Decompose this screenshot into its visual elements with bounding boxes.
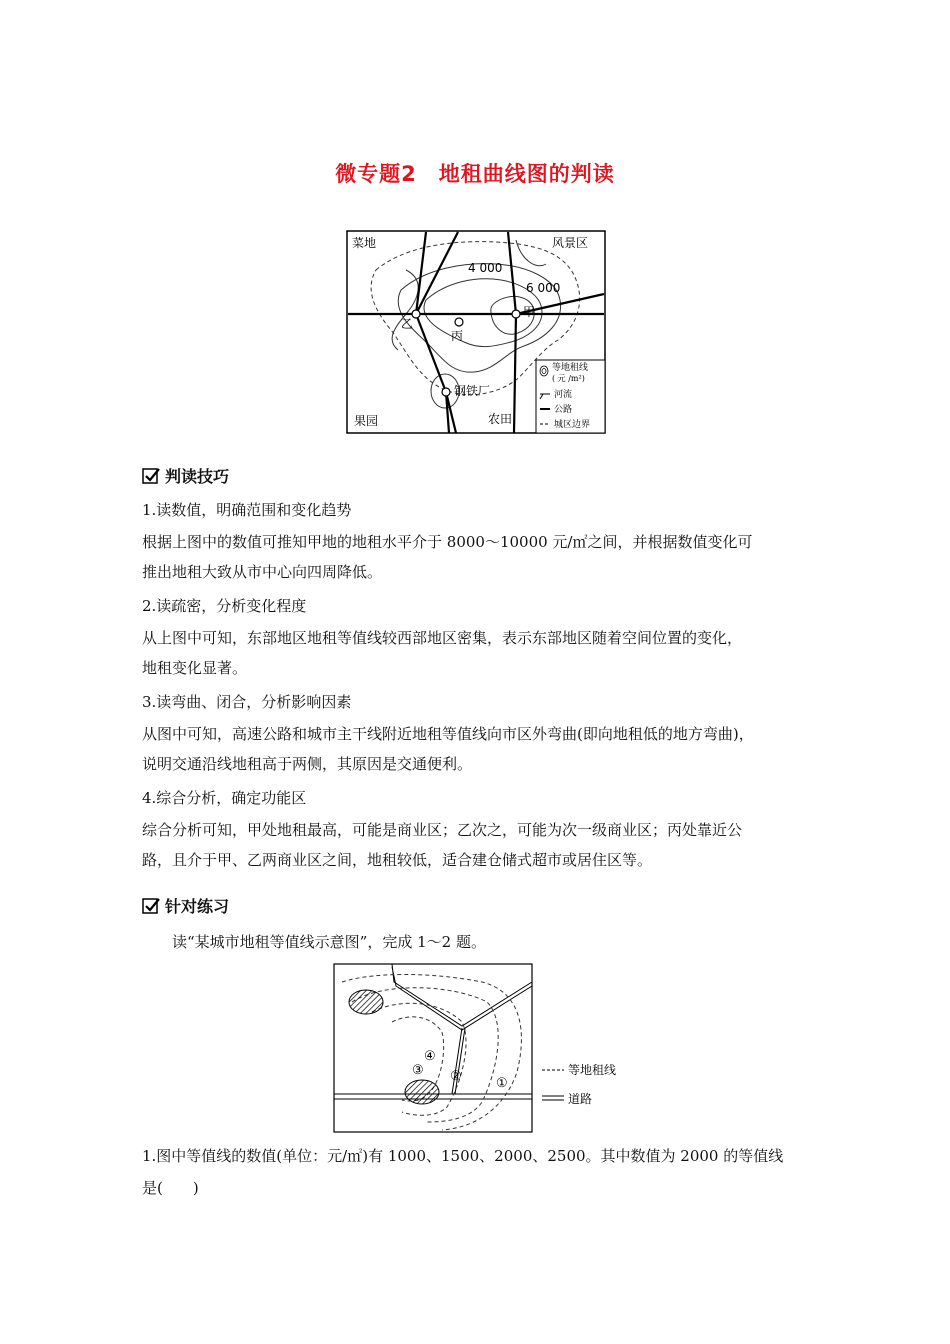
text-line: 路，且介于甲、乙两商业区之间，地租较低，适合建仓储式超市或居住区等。 [142,851,653,869]
legend-contour: 等地租线 [552,363,589,373]
text-line: 地租变化显著。 [142,659,248,677]
section-heading-practice [142,894,229,917]
marker-2: ② [450,1069,462,1084]
text-line: 根据上图中的数值可推知甲地的地租水平介于 8000～10000 元/㎡之间，并根据数值变化可 [142,533,753,551]
section-heading-techniques [142,464,229,487]
land-rent-contour-map [346,230,606,434]
marker-4: ④ [424,1049,436,1064]
checkbox-icon [142,897,160,915]
legend2-contour: 等地租线 [568,1063,617,1077]
legend-road: 公路 [554,405,573,415]
label-orchard: 果园 [354,414,379,428]
question-1-line2: 是( ) [142,1179,199,1197]
text-line: 从图中可知，高速公路和城市主干线附近地租等值线向市区外弯曲(即向地租低的地方弯曲)， [142,725,754,743]
label-bing: 丙 [451,329,464,343]
marker-1: ① [496,1076,508,1091]
legend-river: 河流 [554,390,573,400]
text-line: 推出地租大致从市中心向四周降低。 [142,563,383,581]
page-title: 微专题2 地租曲线图的判读 [335,162,615,186]
text-line: 2.读疏密，分析变化程度 [142,597,307,615]
question-1-line1: 1.图中等值线的数值(单位：元/㎡)有 1000、1500、2000、2500。其中数值为 2000 的等值线 [142,1147,784,1165]
text-line: 从上图中可知，东部地区地租等值线较西部地区密集，表示东部地区随着空间位置的变化， [142,629,743,647]
legend-contour-unit: ( 元 /m²) [552,374,585,383]
land-rent-isoline-diagram [332,962,622,1136]
label-yi: 乙 [401,317,414,331]
label-farmland: 农田 [488,412,513,426]
checkbox-icon [142,467,160,485]
marker-3: ③ [412,1063,424,1078]
section-heading-text: 判读技巧 [165,467,230,486]
text-line: 1.读数值，明确范围和变化趋势 [142,501,352,519]
section-heading-text: 针对练习 [165,897,230,916]
practice-intro: 读“某城市地租等值线示意图”，完成 1～2 题。 [172,933,486,951]
text-line: 3.读弯曲、闭合，分析影响因素 [142,693,352,711]
text-line: 综合分析可知，甲处地租最高，可能是商业区；乙次之，可能为次一级商业区；丙处靠近公 [142,821,743,839]
text-line: 说明交通沿线地租高于两侧，其原因是交通便利。 [142,755,473,773]
legend2-road: 道路 [568,1092,593,1106]
label-4000: 4 000 [468,261,503,275]
legend-boundary: 城区边界 [554,420,591,430]
label-6000: 6 000 [526,281,561,295]
label-scenic: 风景区 [552,236,589,250]
text-line: 4.综合分析，确定功能区 [142,789,307,807]
label-steel: 钢铁厂 [454,384,491,398]
label-vegetable: 菜地 [352,236,377,250]
label-jia: 甲 [523,305,536,319]
